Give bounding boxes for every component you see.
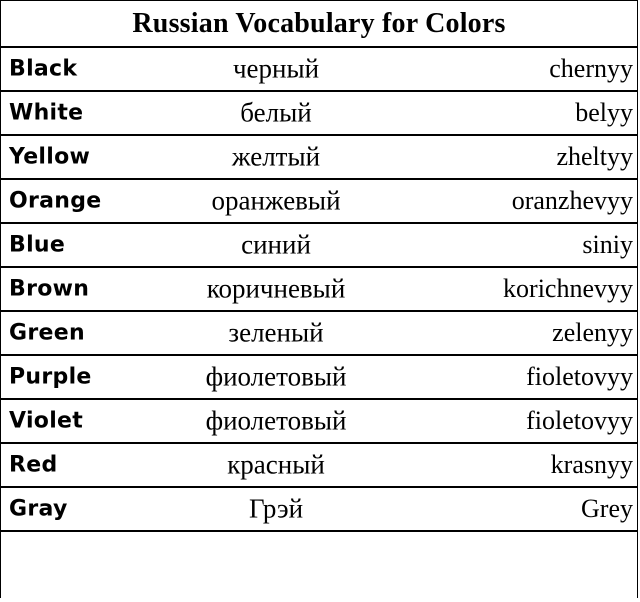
russian-word: коричневый — [206, 273, 346, 304]
transliteration: oranzhevyy — [511, 186, 633, 215]
russian-word: черный — [232, 53, 320, 84]
russian-word: зеленый — [228, 317, 324, 348]
table-row — [1, 92, 637, 136]
table-row — [1, 400, 637, 444]
transliteration: siniy — [582, 230, 633, 259]
russian-word: желтый — [231, 141, 321, 172]
english-word: Blue — [9, 232, 66, 258]
russian-word: белый — [240, 97, 312, 128]
transliteration: fioletovyy — [526, 406, 633, 435]
table-row — [1, 312, 637, 356]
english-word: Violet — [9, 408, 84, 434]
english-word: White — [9, 100, 84, 126]
english-word: Yellow — [9, 144, 91, 170]
table-row — [1, 444, 637, 488]
transliteration: Grey — [581, 494, 633, 523]
table-row — [1, 488, 637, 532]
transliteration: fioletovyy — [526, 362, 633, 391]
english-word: Green — [9, 320, 85, 346]
transliteration: krasnyy — [550, 450, 633, 479]
russian-word: оранжевый — [211, 185, 341, 216]
english-word: Gray — [9, 496, 68, 522]
english-word: Black — [9, 56, 78, 82]
table-row — [1, 48, 637, 92]
table-row — [1, 180, 637, 224]
russian-word: синий — [241, 229, 311, 260]
transliteration: zheltyy — [556, 142, 633, 171]
table-row — [1, 268, 637, 312]
russian-word: красный — [227, 449, 325, 480]
empty-row — [1, 532, 637, 588]
table-body — [1, 48, 637, 588]
russian-word: фиолетовый — [205, 361, 347, 392]
russian-word: Грэй — [248, 493, 304, 524]
english-word: Brown — [9, 276, 90, 302]
transliteration: korichnevyy — [503, 274, 633, 303]
english-word: Purple — [9, 364, 92, 390]
russian-word: фиолетовый — [205, 405, 347, 436]
english-word: Orange — [9, 188, 102, 214]
table-row — [1, 356, 637, 400]
table-row — [1, 224, 637, 268]
table-row — [1, 136, 637, 180]
english-word: Red — [9, 452, 58, 478]
transliteration: zelenyy — [552, 318, 633, 347]
transliteration: chernyy — [549, 54, 633, 83]
table-title: Russian Vocabulary for Colors — [1, 1, 637, 48]
transliteration: belyy — [575, 98, 633, 127]
